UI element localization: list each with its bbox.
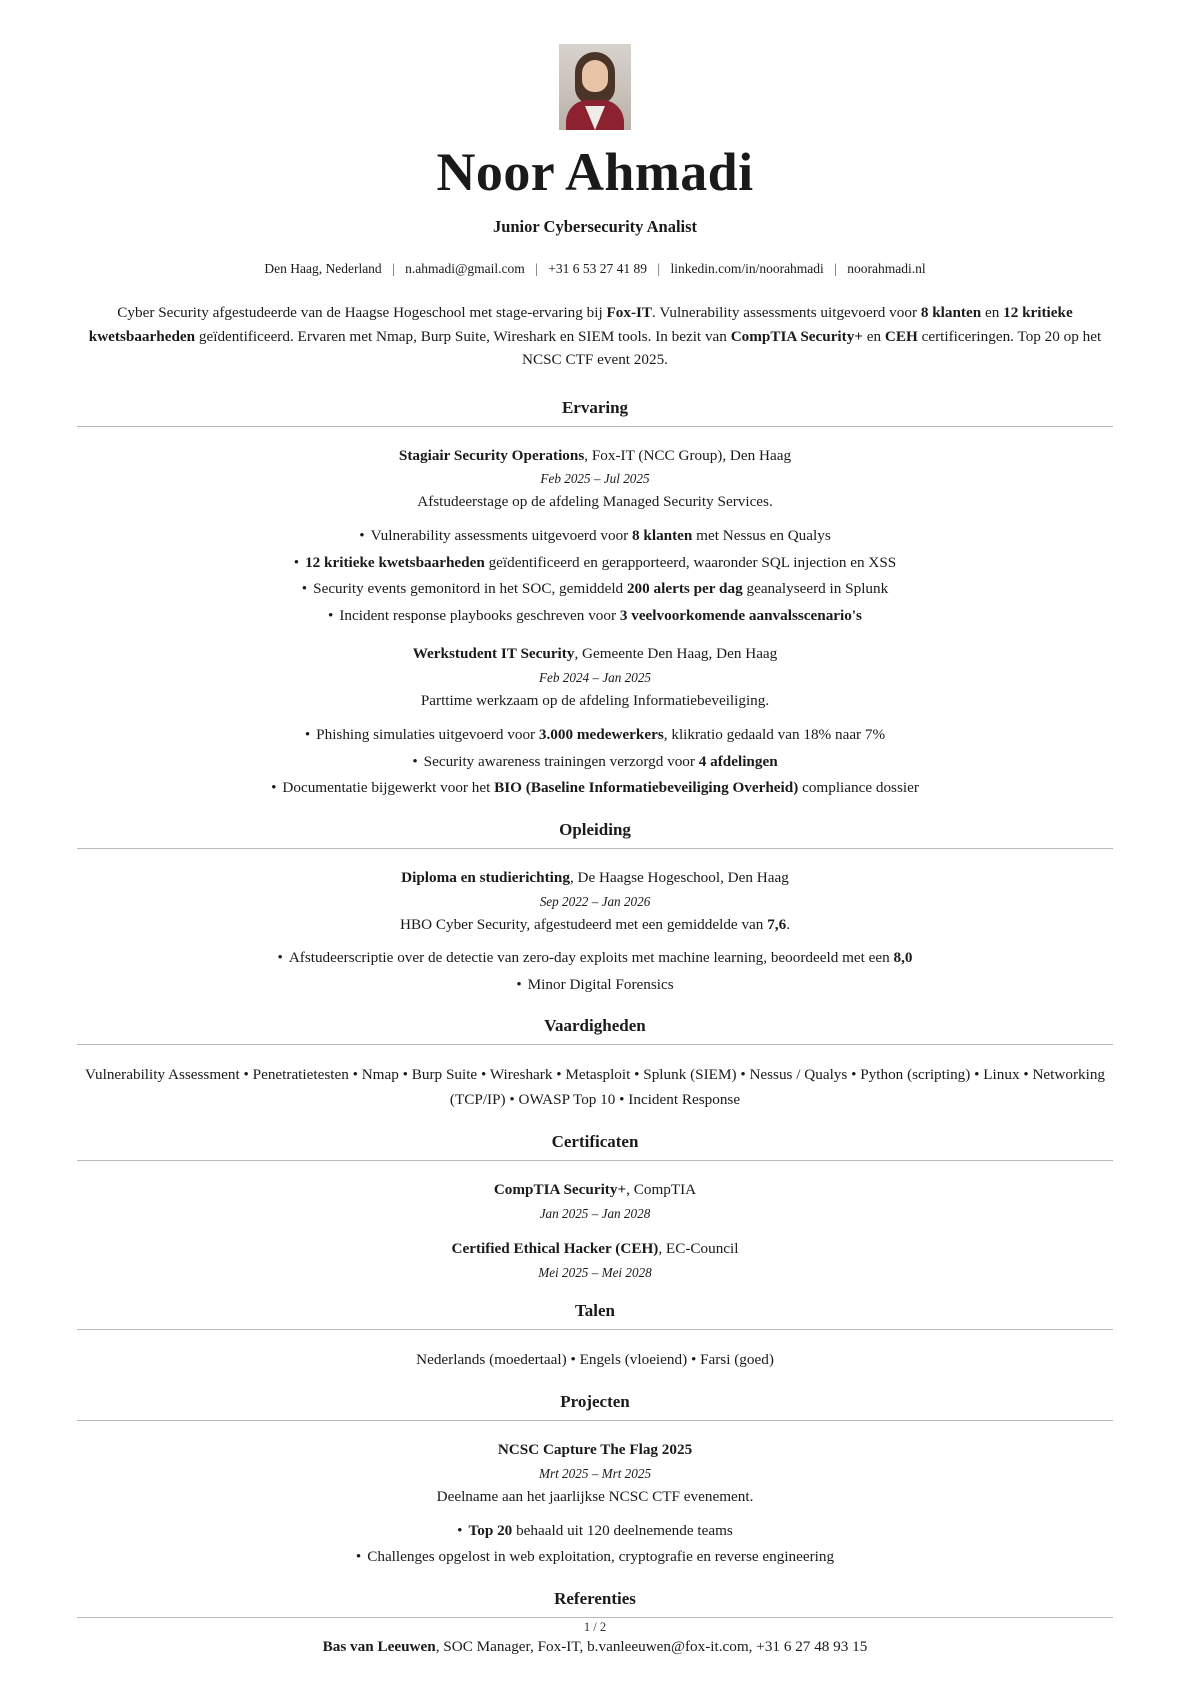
entry-bullets [77, 723, 1113, 800]
entry-bullets [77, 1519, 1113, 1569]
entry-description: Parttime werkzaam op de afdeling Informatiebeveiliging. [420, 692, 770, 710]
bullet-item: • Phishing simulaties uitgevoerd voor 3.000 medewerkers, klikratio gedaald van 18% naar 7% [77, 723, 1113, 747]
entry-title: NCSC Capture The Flag 2025 [497, 1441, 693, 1458]
section-certificaten [77, 1132, 1113, 1281]
entry-bullets [77, 946, 1113, 996]
skill-item: Splunk (SIEM) [643, 1066, 737, 1084]
section-title-certificaten: Certificaten [551, 1132, 639, 1152]
bullet-item: • Security awareness trainingen verzorgd voor 4 afdelingen [77, 750, 1113, 774]
skill-item: Incident Response [628, 1090, 741, 1108]
skill-item: Metasploit [565, 1066, 631, 1084]
bullet-item: • 12 kritieke kwetsbaarheden geïdentificeerd en gerapporteerd, waaronder SQL injection en XSS [77, 551, 1113, 575]
section-title-referenties: Referenties [554, 1588, 636, 1608]
skills-list [77, 1063, 1113, 1112]
contact-line [77, 259, 1113, 279]
entry-title: Certified Ethical Hacker (CEH), EC-Council [451, 1239, 739, 1257]
photo-face [582, 60, 608, 92]
profile-photo [559, 44, 631, 130]
section-vaardigheden [77, 1016, 1113, 1112]
bullet-item: • Vulnerability assessments uitgevoerd voor 8 klanten met Nessus en Qualys [77, 524, 1113, 548]
resume-content [77, 0, 1113, 1659]
section-divider [77, 1160, 1113, 1161]
contact-separator: | [657, 260, 661, 276]
profile-photo-wrap [77, 44, 1113, 130]
entry-dates: Sep 2022 – Jan 2026 [539, 893, 651, 909]
bullet-separator: • [398, 1066, 412, 1084]
entry [77, 445, 1113, 628]
contact-location: Den Haag, Nederland [264, 260, 382, 276]
entry-description: Deelname aan het jaarlijkse NCSC CTF evenement. [436, 1487, 754, 1505]
bullet-separator: • [736, 1066, 750, 1084]
resume-sections [77, 398, 1113, 1659]
section-title-talen: Talen [574, 1300, 615, 1320]
entry [77, 643, 1113, 799]
section-ervaring [77, 398, 1113, 800]
skill-item: Nmap [361, 1066, 399, 1084]
entry [77, 1179, 1113, 1222]
section-talen [77, 1301, 1113, 1372]
entry [77, 867, 1113, 997]
entry-dates: Jan 2025 – Jan 2028 [539, 1205, 651, 1221]
contact-phone[interactable]: +31 6 53 27 41 89 [548, 260, 647, 276]
bullet-separator: • [477, 1066, 490, 1084]
entry-title: Diploma en studierichting, De Haagse Hogeschool, Den Haag [401, 868, 789, 886]
bullet-separator: • [615, 1090, 629, 1108]
page-footer: 1 / 2 [583, 1620, 607, 1634]
bullet-item: • Incident response playbooks geschreven voor 3 veelvoorkomende aanvalsscenario's [77, 604, 1113, 628]
bullet-separator: • [630, 1066, 644, 1084]
bullet-item: • Minor Digital Forensics [77, 973, 1113, 997]
bullet-item: • Security events gemonitord in het SOC, gemiddeld 200 alerts per dag geanalyseerd in Splunk [77, 577, 1113, 601]
bullet-separator: • [348, 1066, 362, 1084]
contact-linkedin[interactable]: linkedin.com/in/noorahmadi [670, 260, 824, 276]
bullet-item: • Top 20 behaald uit 120 deelnemende teams [77, 1519, 1113, 1543]
skill-item: Wireshark [489, 1066, 553, 1084]
section-divider [77, 1329, 1113, 1330]
entry [77, 1439, 1113, 1569]
skill-item: Python (scripting) [860, 1066, 971, 1084]
section-title-opleiding: Opleiding [559, 819, 631, 839]
entry-title: Werkstudent IT Security, Gemeente Den Haag, Den Haag [412, 645, 778, 663]
skill-item: OWASP Top 10 [518, 1090, 616, 1108]
entry-description: HBO Cyber Security, afgestudeerd met een gemiddelde van 7,6. [400, 915, 790, 933]
entry-title: CompTIA Security+, CompTIA [493, 1181, 697, 1199]
skill-item: Penetratietesten [252, 1066, 349, 1084]
skill-item: Burp Suite [411, 1066, 478, 1084]
skill-item: Vulnerability Assessment [84, 1066, 240, 1084]
section-opleiding [77, 820, 1113, 997]
candidate-headline: Junior Cybersecurity Analist [492, 216, 698, 236]
entry [77, 1238, 1113, 1281]
bullet-separator: • [687, 1350, 701, 1368]
entry-bullets [77, 524, 1113, 627]
bullet-item: • Afstudeerscriptie over de detectie van zero-day exploits met machine learning, beoordeeld met een 8,0 [77, 946, 1113, 970]
professional-summary: Cyber Security afgestudeerde van de Haagse Hogeschool met stage-ervaring bij Fox-IT. Vulnerability assessments uitgevoerd voor 8 klanten en 12 kritieke kwetsbaarheden geïdentificeerd. Ervaren met Nmap, Burp Suite, Wireshark en SIEM tools. In bezit van CompTIA Security+ en CEH certificeringen. Top 20 op het NCSC CTF event 2025. [88, 303, 1102, 369]
contact-separator: | [535, 260, 538, 276]
contact-separator: | [834, 260, 837, 276]
bullet-separator: • [505, 1090, 519, 1108]
section-divider [77, 1420, 1113, 1421]
section-title-vaardigheden: Vaardigheden [544, 1016, 646, 1036]
reference-item: Bas van Leeuwen, SOC Manager, Fox-IT, b.vanleeuwen@fox-it.com, +31 6 27 48 93 15 [322, 1637, 868, 1655]
language-item: Nederlands (moedertaal) [416, 1350, 567, 1368]
section-divider [77, 848, 1113, 849]
section-projecten [77, 1392, 1113, 1569]
contact-separator: | [392, 260, 395, 276]
bullet-separator: • [970, 1066, 984, 1084]
entry-description: Afstudeerstage op de afdeling Managed Security Services. [417, 493, 773, 511]
skill-item: Networking (TCP/IP) [449, 1066, 1106, 1108]
bullet-separator: • [566, 1350, 580, 1368]
entry-dates: Mrt 2025 – Mrt 2025 [538, 1465, 652, 1481]
contact-email[interactable]: n.ahmadi@gmail.com [405, 260, 525, 276]
entry-dates: Feb 2025 – Jul 2025 [540, 471, 650, 487]
entry-dates: Feb 2024 – Jan 2025 [538, 670, 652, 686]
bullet-separator: • [1019, 1066, 1033, 1084]
bullet-separator: • [847, 1066, 861, 1084]
skill-item: Nessus / Qualys [749, 1066, 848, 1084]
section-title-ervaring: Ervaring [561, 397, 629, 417]
languages-list [77, 1348, 1113, 1372]
bullet-item: • Challenges opgelost in web exploitation, cryptografie en reverse engineering [77, 1545, 1113, 1569]
bullet-item: • Documentatie bijgewerkt voor het BIO (Baseline Informatiebeveiliging Overheid) compliance dossier [77, 776, 1113, 800]
section-divider [77, 1617, 1113, 1618]
bullet-separator: • [239, 1066, 253, 1084]
entry-title: Stagiair Security Operations, Fox-IT (NCC Group), Den Haag [398, 446, 792, 464]
contact-website[interactable]: noorahmadi.nl [847, 260, 926, 276]
entry-dates: Mei 2025 – Mei 2028 [538, 1264, 652, 1280]
section-title-projecten: Projecten [560, 1392, 630, 1411]
language-item: Engels (vloeiend) [579, 1350, 688, 1368]
language-item: Farsi (goed) [700, 1350, 774, 1368]
section-divider [77, 426, 1113, 427]
bullet-separator: • [552, 1066, 566, 1084]
skill-item: Linux [983, 1066, 1020, 1084]
section-divider [77, 1044, 1113, 1045]
candidate-name: Noor Ahmadi [436, 142, 754, 202]
